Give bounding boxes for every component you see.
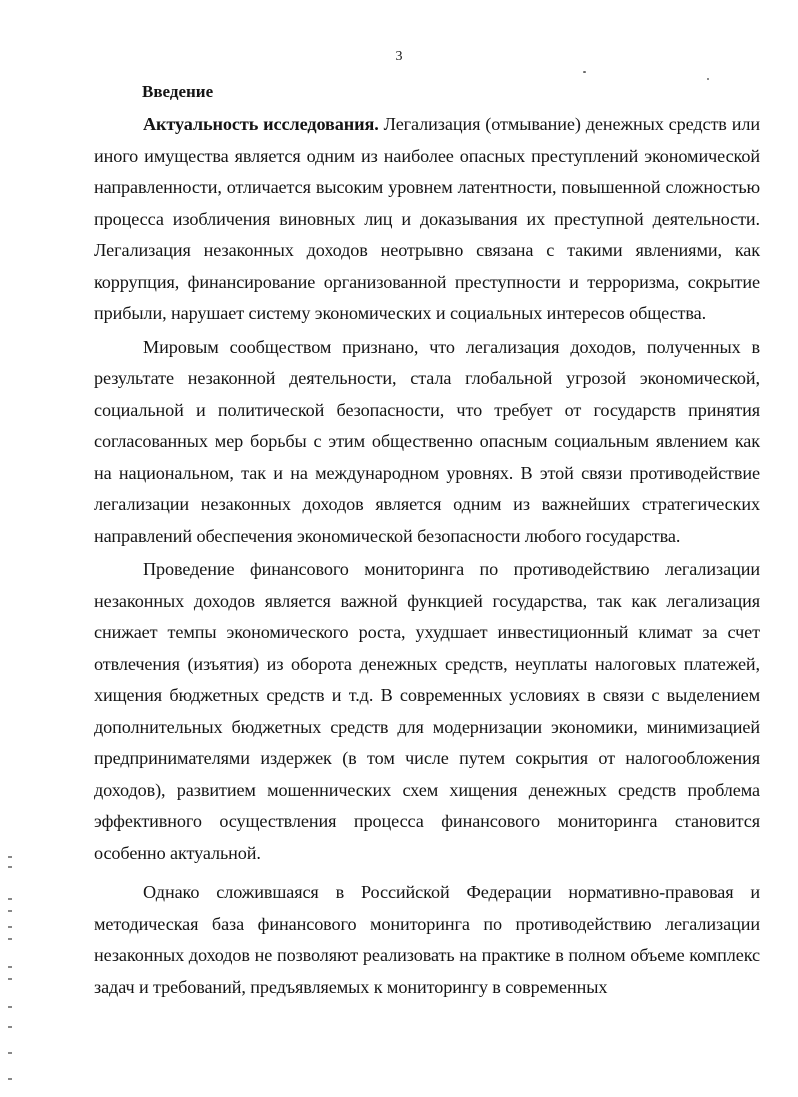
paragraph-text: Мировым сообществом признано, что легализация доходов, полученных в результате незаконной деятельности, стала глобальной угрозой экономической, социальной и политической безопасности, что требует от государств принятия согласованных мер борьбы с этим общественно опасным социальным явлением как на национальном, так и на международном уровнях. В этой связи противодействие легализации незаконных доходов является одним из важнейших стратегических направлений обеспечения экономической безопасности любого государства. xyxy=(94,336,760,546)
paragraph-financial-monitoring xyxy=(94,554,760,869)
paragraph-text: Проведение финансового мониторинга по противодействию легализации незаконных доходов является важной функцией государства, так как легализация снижает темпы экономического роста, ухудшает инвестиционный климат за счет отвлечения (изъятия) из оборота денежных средств, неуплаты налоговых платежей, хищения бюджетных средств и т.д. В современных условиях в связи с выделением дополнительных бюджетных средств для модернизации экономики, минимизацией предпринимателями издержек (в том числе путем сокрытия от налогообложения доходов), развитием мошеннических схем хищения денежных средств проблема эффективного осуществления процесса финансового мониторинга становится особенно актуальной. xyxy=(94,559,760,863)
relevance-lead: Актуальность исследования. xyxy=(143,114,379,134)
document-body xyxy=(94,109,760,1003)
paragraph-regulatory-base xyxy=(94,877,760,1003)
paragraph-global-threat xyxy=(94,332,760,553)
paragraph-text: Легализация (отмывание) денежных средств или иного имущества является одним из наиболее опасных преступлений экономической направленности, отличается высоким уровнем латентности, повышенной сложностью процесса изобличения виновных лиц и доказывания их преступной деятельности. Легализация незаконных доходов неотрывно связана с такими явлениями, как коррупция, финансирование организованной преступности и терроризма, сокрытие прибыли, нарушает систему экономических и социальных интересов общества. xyxy=(94,114,760,323)
scan-speck xyxy=(707,78,709,80)
scan-speck xyxy=(583,71,586,73)
section-heading: Введение xyxy=(142,82,214,101)
scan-margin-marks xyxy=(6,856,20,1086)
paragraph-text: Однако сложившаяся в Российской Федерации нормативно-правовая и методическая база финансового мониторинга по противодействию легализации незаконных доходов не позволяют реализовать на практике в полном объеме комплекс задач и требований, предъявляемых к мониторингу в современных xyxy=(94,882,760,997)
page-number: 3 xyxy=(395,49,403,64)
paragraph-relevance xyxy=(94,109,760,330)
